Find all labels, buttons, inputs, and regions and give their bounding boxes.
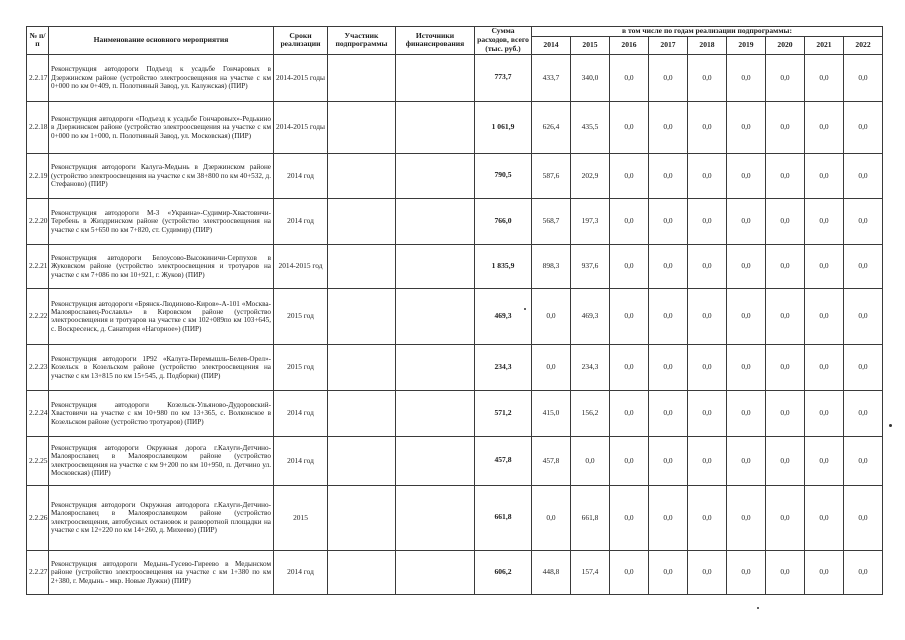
row-year-value: 0,0: [727, 550, 766, 594]
row-year-value: 0,0: [649, 54, 688, 101]
scan-speck: [889, 424, 892, 427]
row-year-value: 0,0: [766, 198, 805, 244]
row-year-value: 0,0: [688, 198, 727, 244]
header-year: 2019: [727, 36, 766, 54]
row-year-value: 0,0: [610, 244, 649, 288]
row-activity-name: Реконструкция автодороги М-3 «Украина»-Судимир-Хвастовичи-Теребень в Жиздринском районе (устройство электроосвещения на участке с км 5+650 по км 7+820, ст. Судимир) (ПИР): [49, 198, 274, 244]
row-period: 2014 год: [274, 153, 328, 198]
header-total: Сумма расходов, всего (тыс. руб.): [475, 27, 532, 55]
row-year-value: 469,3: [571, 288, 610, 344]
table-row: [27, 390, 883, 436]
row-year-value: 0,0: [844, 153, 883, 198]
row-year-value: 0,0: [649, 550, 688, 594]
row-year-value: 0,0: [532, 485, 571, 550]
row-participant: [328, 436, 396, 485]
row-year-value: 0,0: [610, 344, 649, 390]
row-total: 661,8: [475, 485, 532, 550]
row-number: 2.2.26: [27, 485, 49, 550]
row-number: 2.2.22: [27, 288, 49, 344]
row-year-value: 0,0: [727, 198, 766, 244]
row-activity-name: Реконструкция автодороги Подъезд к усадьбе Гончаровых в Дзержинском районе (устройство электроосвещения на участке с км 0+000 по км 0+409, п. Полотняный Завод, ул. Калужская) (ПИР): [49, 54, 274, 101]
row-total: 1 061,9: [475, 101, 532, 153]
row-year-value: 0,0: [688, 344, 727, 390]
row-year-value: 0,0: [532, 344, 571, 390]
row-funding-source: [396, 288, 475, 344]
row-year-value: 0,0: [727, 485, 766, 550]
row-funding-source: [396, 390, 475, 436]
row-activity-name: Реконструкция автодороги Окружная дорога г.Калуги-Детчино-Малоярославец в Малоярославецком районе (устройство электроосвещения на участке с км 9+200 по км 10+950, п. Детчино ул. Московская) (ПИР): [49, 436, 274, 485]
row-number: 2.2.23: [27, 344, 49, 390]
row-year-value: 0,0: [766, 244, 805, 288]
row-year-value: 0,0: [766, 485, 805, 550]
row-year-value: 0,0: [805, 550, 844, 594]
row-year-value: 0,0: [727, 436, 766, 485]
row-year-value: 0,0: [844, 550, 883, 594]
row-funding-source: [396, 436, 475, 485]
row-year-value: 0,0: [844, 101, 883, 153]
row-year-value: 0,0: [610, 550, 649, 594]
row-period: 2014 год: [274, 198, 328, 244]
row-year-value: 0,0: [688, 244, 727, 288]
row-year-value: 0,0: [844, 244, 883, 288]
row-year-value: 433,7: [532, 54, 571, 101]
row-total: 766,0: [475, 198, 532, 244]
row-year-value: 0,0: [649, 344, 688, 390]
header-year: 2016: [610, 36, 649, 54]
header-year: 2021: [805, 36, 844, 54]
row-funding-source: [396, 485, 475, 550]
row-year-value: 0,0: [610, 288, 649, 344]
table-row: [27, 436, 883, 485]
table-row: [27, 244, 883, 288]
table-body: [27, 54, 883, 594]
row-year-value: 0,0: [610, 485, 649, 550]
header-year: 2020: [766, 36, 805, 54]
row-total: 1 835,9: [475, 244, 532, 288]
row-year-value: 0,0: [610, 153, 649, 198]
row-period: 2014-2015 год: [274, 244, 328, 288]
row-participant: [328, 288, 396, 344]
row-year-value: 0,0: [805, 288, 844, 344]
table-row: [27, 198, 883, 244]
row-year-value: 0,0: [766, 101, 805, 153]
row-year-value: 0,0: [649, 244, 688, 288]
header-source: Источники финансирования: [396, 27, 475, 55]
row-funding-source: [396, 54, 475, 101]
row-participant: [328, 198, 396, 244]
row-year-value: 0,0: [649, 153, 688, 198]
row-year-value: 0,0: [688, 390, 727, 436]
row-period: 2014 год: [274, 390, 328, 436]
row-year-value: 0,0: [766, 344, 805, 390]
row-year-value: 0,0: [688, 153, 727, 198]
row-total: 606,2: [475, 550, 532, 594]
row-number: 2.2.18: [27, 101, 49, 153]
row-period: 2015 год: [274, 344, 328, 390]
row-funding-source: [396, 244, 475, 288]
header-years-title: в том числе по годам реализации подпрограммы:: [532, 27, 883, 37]
row-year-value: 0,0: [805, 390, 844, 436]
row-year-value: 0,0: [844, 198, 883, 244]
header-period: Сроки реализации: [274, 27, 328, 55]
row-number: 2.2.24: [27, 390, 49, 436]
row-total: 234,3: [475, 344, 532, 390]
table-row: [27, 344, 883, 390]
scan-speck: [524, 308, 526, 310]
row-year-value: 0,0: [688, 550, 727, 594]
row-total: 469,3: [475, 288, 532, 344]
row-year-value: 0,0: [805, 436, 844, 485]
row-year-value: 0,0: [727, 153, 766, 198]
row-year-value: 0,0: [766, 550, 805, 594]
table-row: [27, 54, 883, 101]
row-year-value: 457,8: [532, 436, 571, 485]
row-participant: [328, 550, 396, 594]
row-participant: [328, 101, 396, 153]
row-year-value: 0,0: [610, 436, 649, 485]
table-row: [27, 288, 883, 344]
row-year-value: 0,0: [649, 436, 688, 485]
row-year-value: 0,0: [688, 436, 727, 485]
row-period: 2014-2015 годы: [274, 54, 328, 101]
row-year-value: 0,0: [727, 288, 766, 344]
row-year-value: 661,8: [571, 485, 610, 550]
row-year-value: 197,3: [571, 198, 610, 244]
row-funding-source: [396, 344, 475, 390]
row-year-value: 937,6: [571, 244, 610, 288]
header-participant: Участник подпрограммы: [328, 27, 396, 55]
row-year-value: 0,0: [766, 54, 805, 101]
row-year-value: 0,0: [727, 344, 766, 390]
row-year-value: 340,0: [571, 54, 610, 101]
header-name: Наименование основного мероприятия: [49, 27, 274, 55]
row-activity-name: Реконструкция автодороги Козельск-Ульяново-Дудоровский-Хвастовичи на участке с км 10+980 по км 13+365, с. Волконское в Козельском районе (устройство тротуаров) (ПИР): [49, 390, 274, 436]
row-activity-name: Реконструкция автодороги «Подъезд к усадьбе Гончаровых»-Редькино в Дзержинском районе (устройство электроосвещения на участке с км 0+000 по км 1+000, п. Полотняный Завод, ул. Московская) (ПИР): [49, 101, 274, 153]
row-year-value: 0,0: [766, 390, 805, 436]
table-row: [27, 153, 883, 198]
row-period: 2014 год: [274, 436, 328, 485]
row-activity-name: Реконструкция автодороги Медынь-Гусево-Гиреево в Медынском районе (устройство электроосвещения на участке с км 1+380 по км 2+380, г. Медынь - мкр. Новые Лужки) (ПИР): [49, 550, 274, 594]
row-year-value: 0,0: [610, 198, 649, 244]
row-year-value: 0,0: [844, 436, 883, 485]
row-number: 2.2.27: [27, 550, 49, 594]
row-year-value: 0,0: [571, 436, 610, 485]
row-number: 2.2.25: [27, 436, 49, 485]
row-year-value: 0,0: [649, 288, 688, 344]
table-row: [27, 101, 883, 153]
row-year-value: 0,0: [610, 54, 649, 101]
row-year-value: 0,0: [844, 344, 883, 390]
header-year: 2017: [649, 36, 688, 54]
row-year-value: 0,0: [688, 485, 727, 550]
row-number: 2.2.20: [27, 198, 49, 244]
row-total: 773,7: [475, 54, 532, 101]
row-year-value: 0,0: [844, 54, 883, 101]
table-row: [27, 550, 883, 594]
row-year-value: 0,0: [805, 485, 844, 550]
row-year-value: 0,0: [649, 390, 688, 436]
row-number: 2.2.21: [27, 244, 49, 288]
row-number: 2.2.19: [27, 153, 49, 198]
row-year-value: 0,0: [649, 485, 688, 550]
row-year-value: 0,0: [610, 101, 649, 153]
row-number: 2.2.17: [27, 54, 49, 101]
row-year-value: 448,8: [532, 550, 571, 594]
row-year-value: 587,6: [532, 153, 571, 198]
row-activity-name: Реконструкция автодороги Калуга-Медынь в Дзержинском районе (устройство электроосвещения на участке с км 38+800 по км 40+532, д. Стефаново) (ПИР): [49, 153, 274, 198]
row-year-value: 0,0: [610, 390, 649, 436]
row-year-value: 0,0: [688, 101, 727, 153]
row-activity-name: Реконструкция автодороги 1Р92 «Калуга-Перемышль-Белев-Орел»-Козельск в Козельском районе (устройство электроосвещения на участке с км 13+815 по км 15+545, д. Подборки) (ПИР): [49, 344, 274, 390]
header-year: 2022: [844, 36, 883, 54]
row-year-value: 234,3: [571, 344, 610, 390]
row-funding-source: [396, 101, 475, 153]
row-year-value: 626,4: [532, 101, 571, 153]
row-period: 2015: [274, 485, 328, 550]
row-activity-name: Реконструкция автодороги Окружная автодорога г.Калуги-Детчино-Малоярославец в Малоярославецком районе (устройство электроосвещения, автобусных остановок и разворотной площадки на участке с км 12+220 по км 14+260, д. Михеево) (ПИР): [49, 485, 274, 550]
row-year-value: 0,0: [844, 390, 883, 436]
row-year-value: 0,0: [844, 485, 883, 550]
row-year-value: 0,0: [844, 288, 883, 344]
row-year-value: 0,0: [532, 288, 571, 344]
budget-table: [26, 26, 883, 595]
row-period: 2014 год: [274, 550, 328, 594]
row-year-value: 0,0: [805, 101, 844, 153]
row-total: 790,5: [475, 153, 532, 198]
header-year: 2018: [688, 36, 727, 54]
header-num: № п/п: [27, 27, 49, 55]
header-year: 2014: [532, 36, 571, 54]
table-row: [27, 485, 883, 550]
row-participant: [328, 54, 396, 101]
row-activity-name: Реконструкция автодороги Белоусово-Высокиничи-Серпухов в Жуковском районе (устройство электроосвещения и тротуаров на участке с км 7+086 по км 10+921, г. Жуков) (ПИР): [49, 244, 274, 288]
row-year-value: 0,0: [766, 153, 805, 198]
row-total: 457,8: [475, 436, 532, 485]
row-participant: [328, 485, 396, 550]
row-year-value: 415,0: [532, 390, 571, 436]
row-year-value: 157,4: [571, 550, 610, 594]
row-participant: [328, 390, 396, 436]
row-total: 571,2: [475, 390, 532, 436]
row-year-value: 0,0: [727, 390, 766, 436]
row-period: 2014-2015 годы: [274, 101, 328, 153]
row-activity-name: Реконструкция автодороги «Брянск-Людиново-Киров»-А-101 «Москва-Малоярославец-Рославль» в Кировском районе (устройство электроосвещения и тротуаров на участке с км 102+089по км 103+645, с. Воскресенск, д. Санатория «Нагорное») (ПИР): [49, 288, 274, 344]
row-year-value: 435,5: [571, 101, 610, 153]
row-year-value: 0,0: [766, 288, 805, 344]
row-year-value: 156,2: [571, 390, 610, 436]
row-year-value: 0,0: [805, 244, 844, 288]
row-participant: [328, 344, 396, 390]
row-year-value: 202,9: [571, 153, 610, 198]
row-year-value: 0,0: [649, 198, 688, 244]
row-funding-source: [396, 153, 475, 198]
header-year: 2015: [571, 36, 610, 54]
row-funding-source: [396, 198, 475, 244]
row-year-value: 0,0: [805, 344, 844, 390]
row-period: 2015 год: [274, 288, 328, 344]
row-year-value: 898,3: [532, 244, 571, 288]
row-year-value: 0,0: [805, 153, 844, 198]
row-year-value: 0,0: [727, 54, 766, 101]
row-year-value: 0,0: [727, 244, 766, 288]
row-year-value: 0,0: [649, 101, 688, 153]
row-year-value: 0,0: [688, 288, 727, 344]
row-year-value: 0,0: [805, 198, 844, 244]
row-participant: [328, 153, 396, 198]
row-year-value: 0,0: [766, 436, 805, 485]
row-year-value: 0,0: [688, 54, 727, 101]
row-year-value: 0,0: [727, 101, 766, 153]
row-year-value: 0,0: [805, 54, 844, 101]
row-year-value: 568,7: [532, 198, 571, 244]
row-funding-source: [396, 550, 475, 594]
row-participant: [328, 244, 396, 288]
scan-speck: [757, 607, 759, 609]
